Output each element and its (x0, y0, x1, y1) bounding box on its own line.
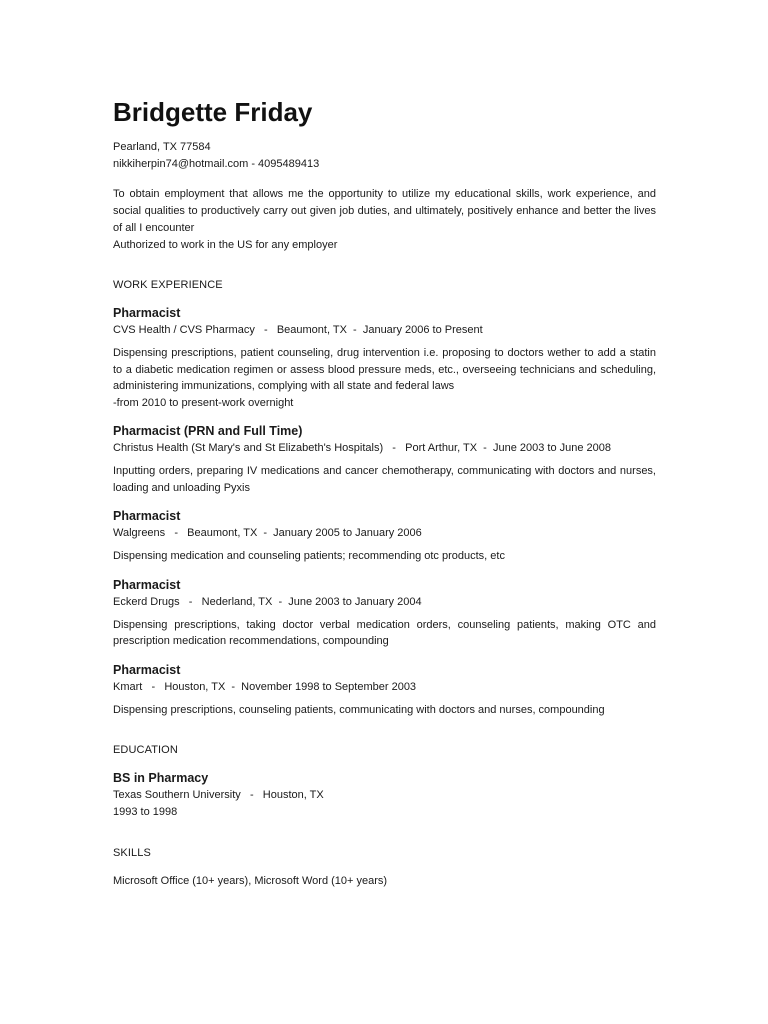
job-title: Pharmacist (113, 509, 181, 523)
job-meta: Eckerd Drugs - Nederland, TX - June 2003 to January 2004 (113, 595, 422, 608)
job-description-line: Dispensing prescriptions, taking doctor verbal medication orders, counseling patients, making OTC and prescription medication recommendations, compounding (113, 618, 656, 647)
skills-text: Microsoft Office (10+ years), Microsoft Word (10+ years) (113, 875, 388, 887)
job-description (113, 702, 656, 719)
job-description-line: Dispensing prescriptions, counseling patients, communicating with doctors and nurses, compounding (113, 703, 605, 716)
education-dates: 1993 to 1998 (113, 806, 178, 818)
location-text: Pearland, TX 77584 (113, 141, 211, 153)
school-meta: Texas Southern University - Houston, TX (113, 789, 324, 801)
job-description-line: Inputting orders, preparing IV medications and cancer chemotherapy, communicating with doctors and nurses, loading and unloading Pyxis (113, 465, 656, 494)
job-entry (113, 662, 656, 719)
email-phone-text: nikkiherpin74@hotmail.com - 4095489413 (113, 157, 320, 170)
job-description-line: -from 2010 to present-work overnight (113, 396, 294, 409)
candidate-name: Bridgette Friday (113, 97, 313, 127)
job-meta: Walgreens - Beaumont, TX - January 2005 to January 2006 (113, 527, 422, 539)
job-meta: CVS Health / CVS Pharmacy - Beaumont, TX - January 2006 to Present (113, 324, 483, 336)
job-title: Pharmacist (113, 306, 181, 320)
job-entry (113, 577, 656, 650)
contact-block (113, 139, 656, 172)
job-title: Pharmacist (113, 577, 181, 592)
section-title-education: EDUCATION (113, 744, 178, 756)
job-meta: Kmart - Houston, TX - November 1998 to September 2003 (113, 680, 417, 693)
job-description (113, 548, 656, 565)
job-description (113, 617, 656, 650)
job-entry (113, 508, 656, 565)
job-entry (113, 423, 656, 496)
job-description (113, 345, 656, 411)
section-title-skills: SKILLS (113, 847, 151, 859)
job-description-line: Dispensing prescriptions, patient counseling, drug intervention i.e. proposing to doctors wether to add a statin to a diabetic medication regimen or assess blood pressure meds, etc., overseeing technicians and scheduling, administering immunizations, complying with all state and federal laws (113, 347, 656, 392)
job-title: Pharmacist (113, 662, 181, 677)
job-description (113, 463, 656, 496)
job-description-line: Dispensing medication and counseling patients; recommending otc products, etc (113, 550, 505, 562)
degree-title: BS in Pharmacy (113, 771, 209, 785)
objective-text: To obtain employment that allows me the opportunity to utilize my educational skills, work experience, and social qualities to productively carry out given job duties, and ultimately, positively enhance and better the lives of all I encounter (113, 188, 656, 234)
job-title: Pharmacist (PRN and Full Time) (113, 424, 303, 438)
work-authorization-text: Authorized to work in the US for any employer (113, 239, 338, 251)
section-title-work-experience: WORK EXPERIENCE (113, 279, 223, 291)
job-meta: Christus Health (St Mary's and St Elizabeth's Hospitals) - Port Arthur, TX - June 2003 to June 2008 (113, 442, 612, 454)
job-entry (113, 305, 656, 411)
resume-page (113, 96, 656, 889)
